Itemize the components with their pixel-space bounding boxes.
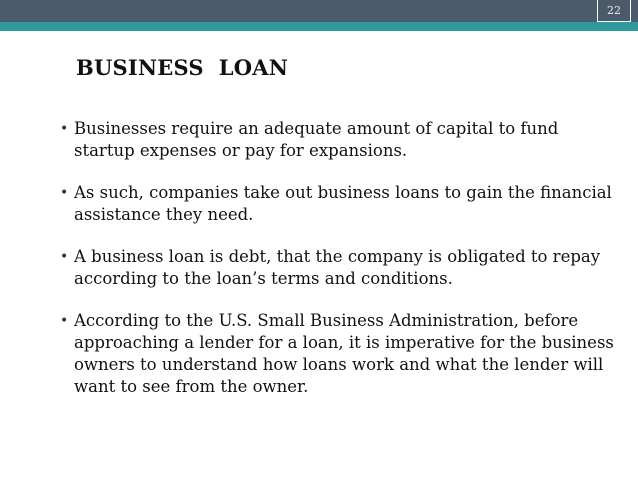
slide-number: 22 [597, 0, 631, 22]
bullet-icon: • [60, 185, 69, 201]
slide-title: BUSINESS LOAN [76, 55, 289, 80]
bullet-item [60, 182, 620, 226]
bullet-icon: • [60, 249, 69, 265]
bullet-item [60, 310, 620, 398]
header-accent-bar [0, 22, 638, 31]
bullet-item [60, 118, 620, 162]
bullet-text: As such, companies take out business loans to gain the financial assistance they need. [74, 183, 612, 224]
bullet-text: A business loan is debt, that the company is obligated to repay according to the loan’s terms and conditions. [74, 247, 601, 288]
bullet-icon: • [60, 313, 69, 329]
bullet-text: Businesses require an adequate amount of capital to fund startup expenses or pay for expansions. [74, 119, 559, 160]
bullet-item [60, 246, 620, 290]
header-bar [0, 0, 638, 22]
bullet-text: According to the U.S. Small Business Administration, before approaching a lender for a loan, it is imperative for the business owners to understand how loans work and what the lender will want to see from the owner. [74, 311, 614, 396]
bullet-list [60, 118, 620, 418]
bullet-icon: • [60, 121, 69, 137]
